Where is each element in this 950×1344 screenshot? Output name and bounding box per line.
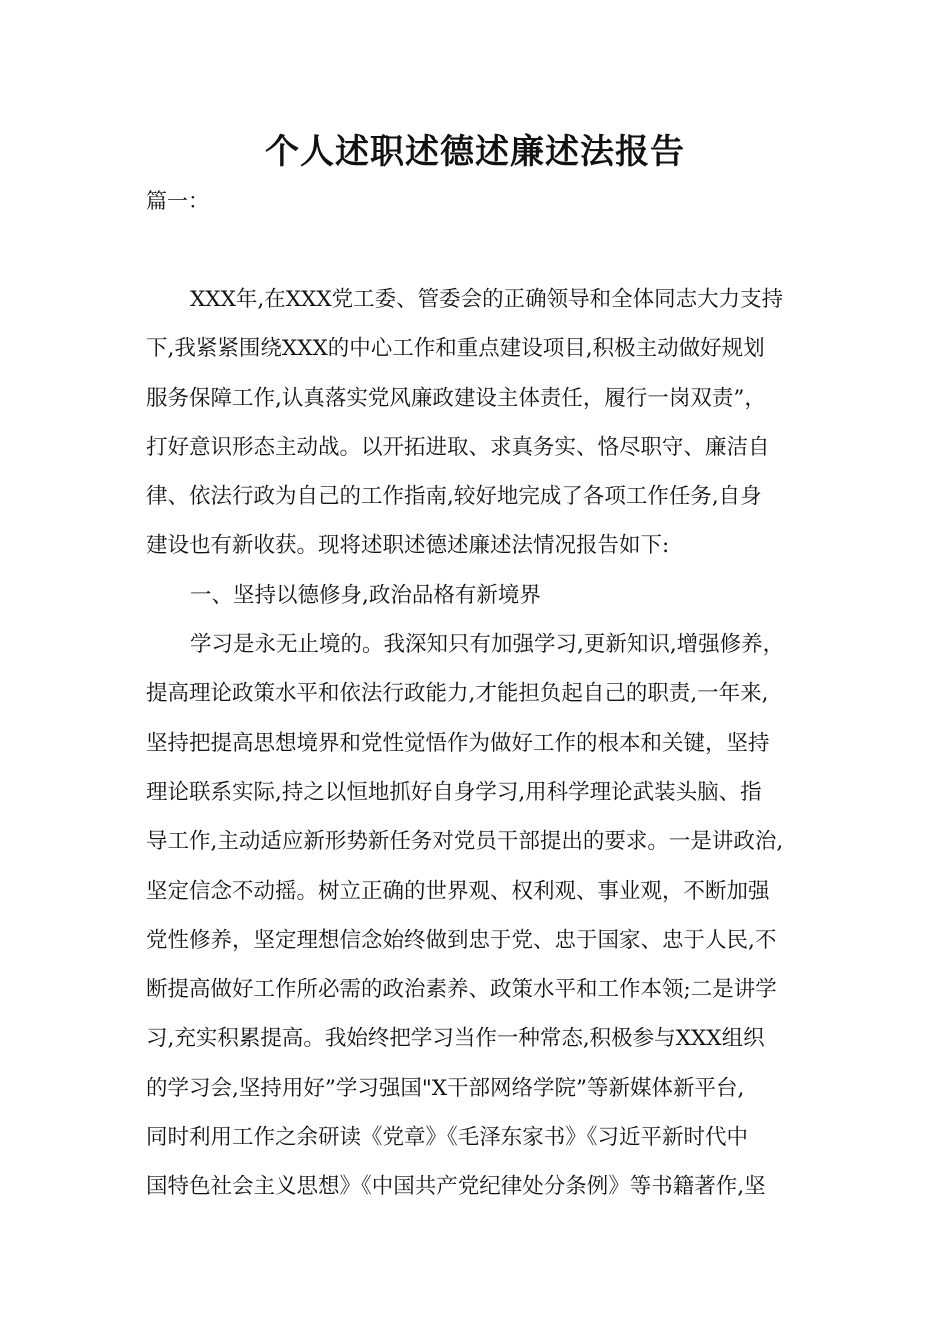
paragraph-line: 坚持把提高思想境界和党性觉悟作为做好工作的根本和关键，坚持: [146, 730, 770, 756]
paragraph-line: 律、依法行政为自己的工作指南,较好地完成了各项工作任务,自身: [146, 484, 762, 510]
paragraph-line: 服务保障工作,认真落实党风廉政建设主体责任，履行一岗双责”，: [146, 385, 766, 411]
paragraph-line: 学习是永无止境的。我深知只有加强学习,更新知识,增强修养，: [190, 632, 785, 658]
section-label: 篇一：: [146, 189, 209, 213]
paragraph-line: 下,我紧紧围绕XXX的中心工作和重点建设项目,积极主动做好规划: [146, 336, 765, 362]
section-heading: 一、坚持以德修身,政治品格有新境界: [190, 582, 541, 608]
paragraph-line: XXX年,在XXX党工委、管委会的正确领导和全体同志大力支持: [190, 287, 784, 312]
paragraph-line: 习,充实积累提高。我始终把学习当作一种常态,积极参与XXX组织: [146, 1026, 765, 1052]
paragraph-line: 提高理论政策水平和依法行政能力,才能担负起自己的职责,一年来,: [146, 681, 769, 707]
paragraph-line: 理论联系实际,持之以恒地抓好自身学习,用科学理论武装头脑、指: [146, 779, 762, 805]
paragraph-line: 的学习会,坚持用好”学习强国"X干部网络学院”等新媒体新平台,: [146, 1075, 745, 1101]
paragraph-line: 建设也有新收获。现将述职述德述廉述法情况报告如下:: [146, 533, 670, 559]
document-title: 个人述职述德述廉述法报告: [265, 132, 685, 172]
paragraph-line: 坚定信念不动摇。树立正确的世界观、权利观、事业观，不断加强: [146, 878, 770, 904]
paragraph-line: 国特色社会主义思想》《中国共产党纪律处分条例》等书籍著作,坚: [146, 1174, 766, 1200]
document-body: [146, 284, 814, 1221]
paragraph-line: 党性修养，坚定理想信念始终做到忠于党、忠于国家、忠于人民,不: [146, 927, 777, 953]
paragraph-line: 同时利用工作之余研读《党章》《毛泽东家书》《习近平新时代中: [146, 1125, 749, 1151]
paragraph-line: 打好意识形态主动战。以开拓进取、求真务实、恪尽职守、廉洁自: [146, 434, 770, 460]
paragraph-line: 导工作,主动适应新形势新任务对党员干部提出的要求。一是讲政治,: [146, 829, 784, 855]
paragraph-line: 断提高做好工作所必需的政治素养、政策水平和工作本领;二是讲学: [146, 977, 777, 1003]
